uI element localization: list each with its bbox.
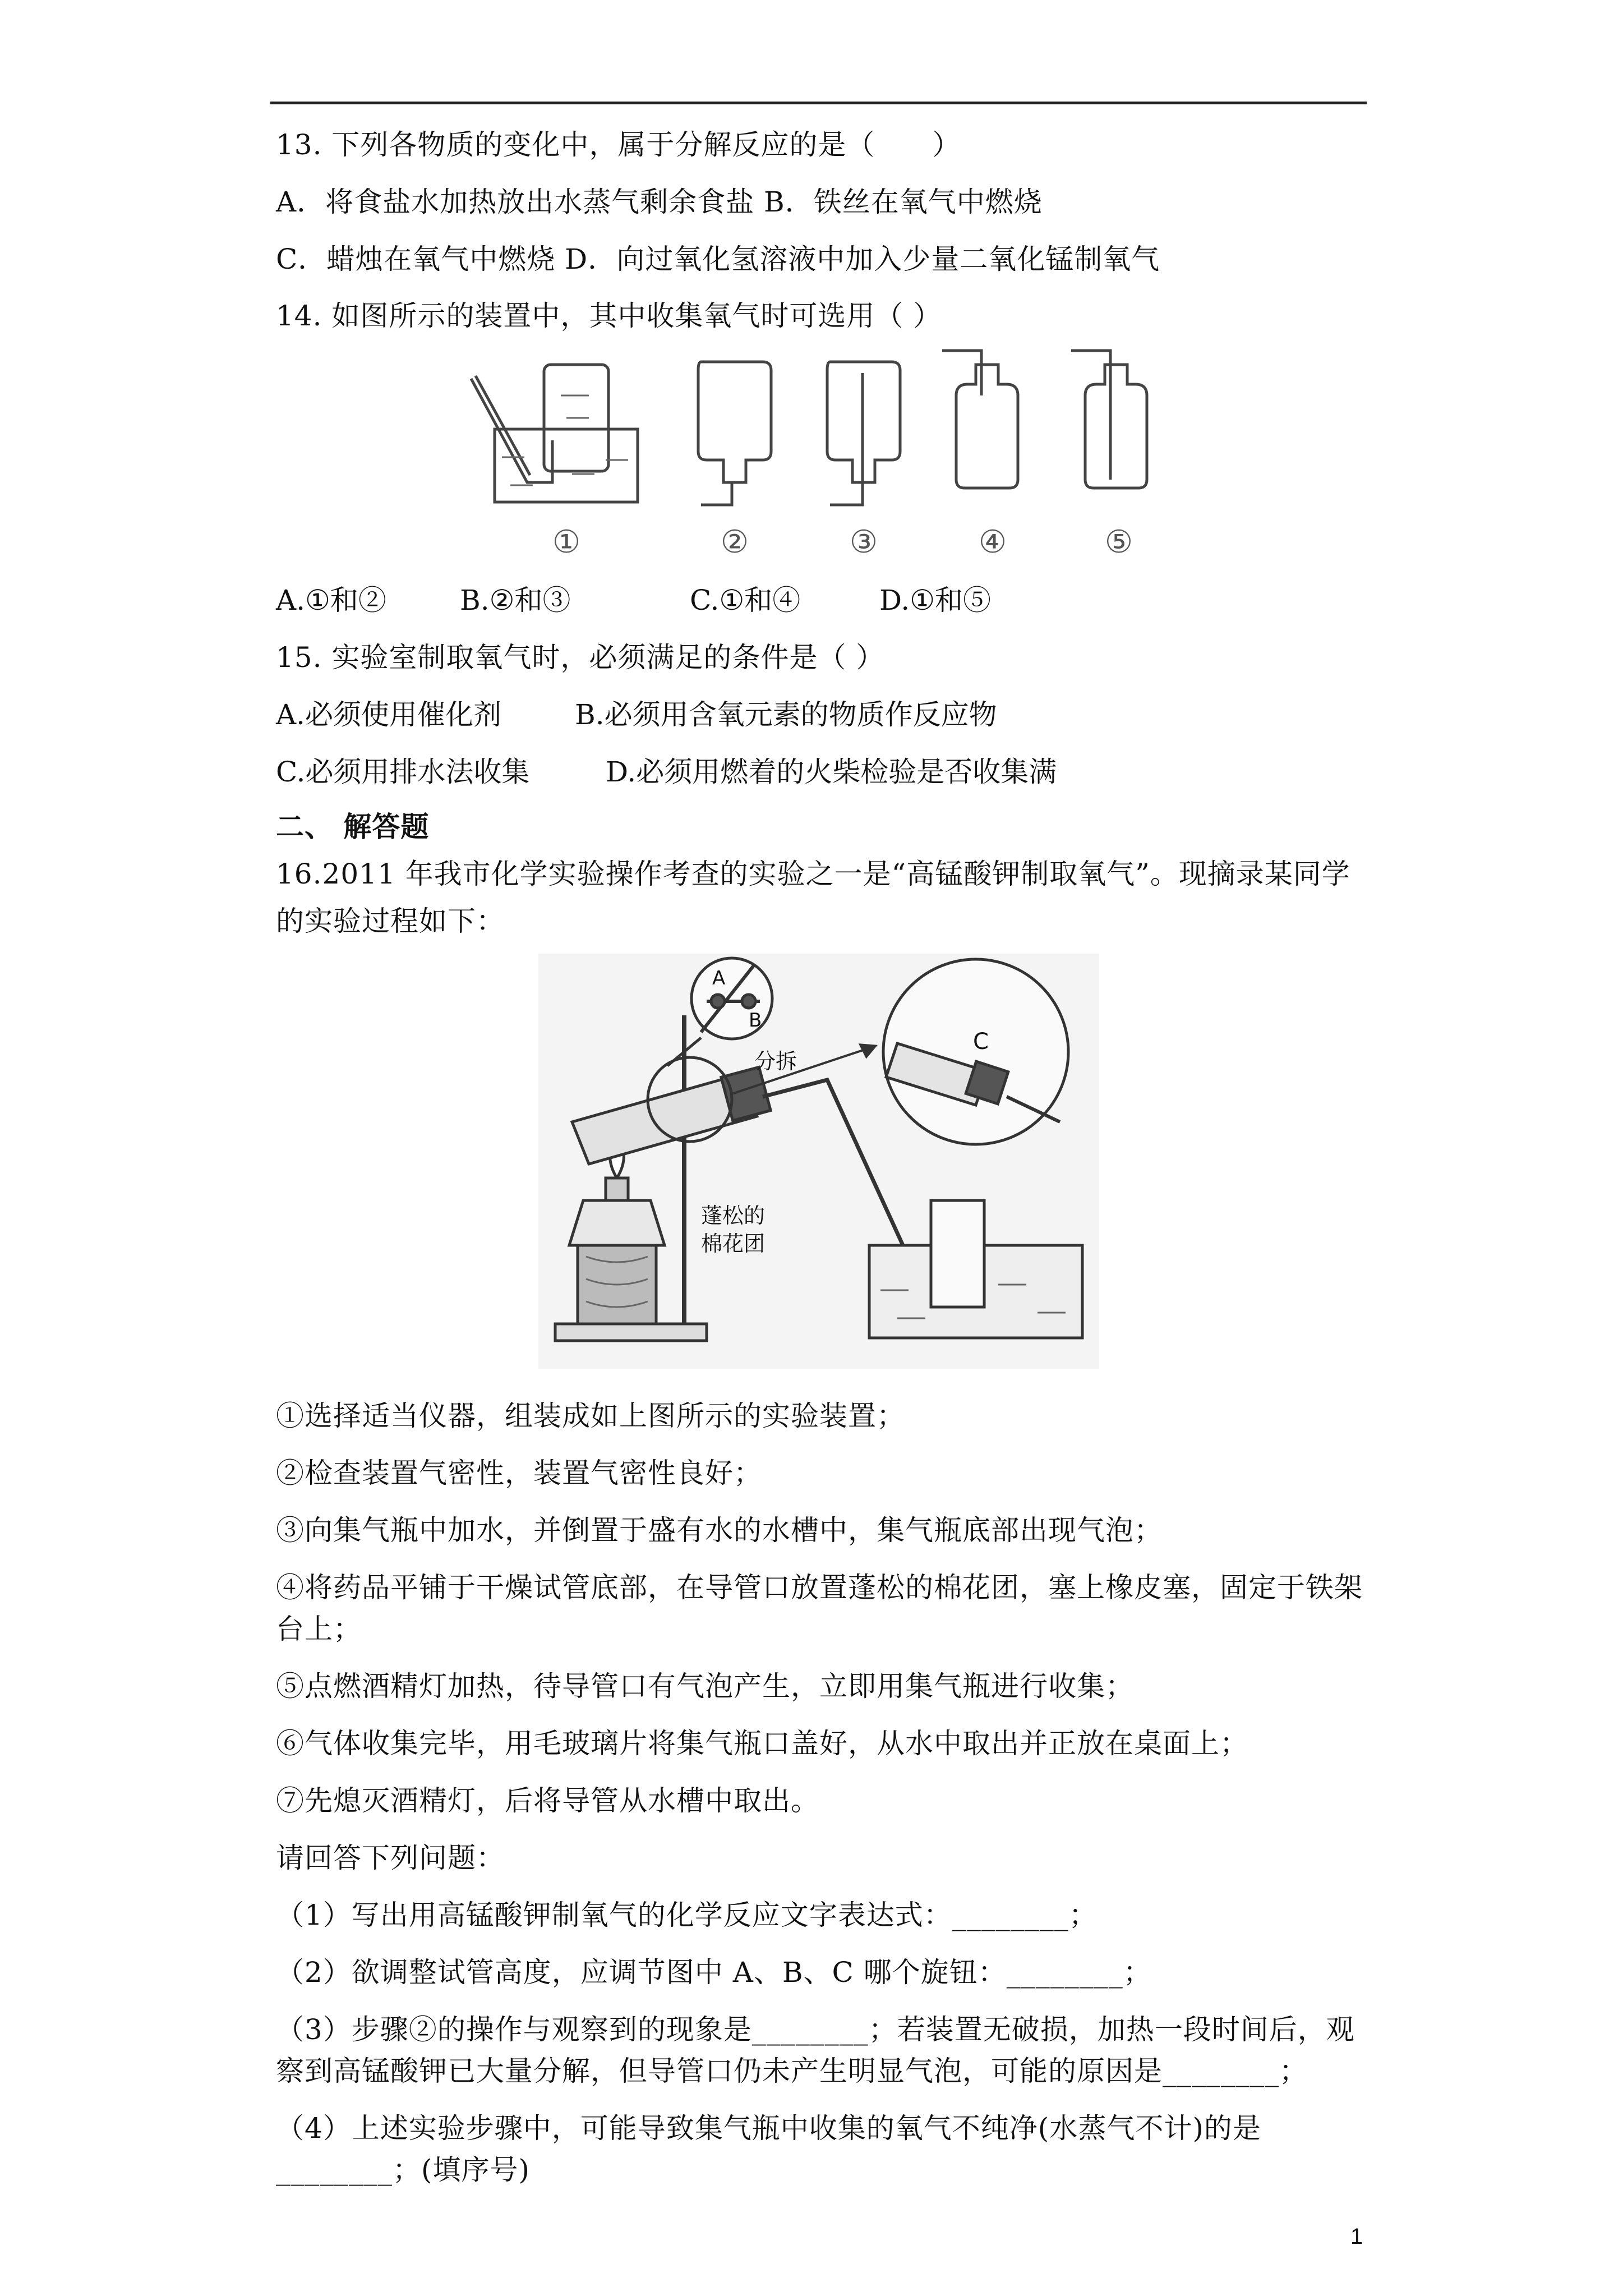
figure-label-split: 分拆	[754, 1049, 797, 1074]
q14-label-5: ⑤	[1104, 524, 1133, 560]
q16-question-1: （1）写出用高锰酸钾制氧气的化学反应文字表达式：________；	[276, 1899, 1098, 1931]
figure-label-cotton-2: 棉花团	[701, 1231, 766, 1256]
q14-label-4: ④	[978, 524, 1007, 560]
q14-option-d: D.①和⑤	[879, 584, 992, 616]
q16-question-2: （2）欲调整试管高度，应调节图中 A、B、C 哪个旋钮：________；	[276, 1956, 1152, 1989]
q14-option-a: A.①和②	[276, 584, 386, 616]
q14-label-1: ①	[552, 524, 581, 560]
q15-option-c: C.必须用排水法收集	[276, 756, 530, 788]
q16-step-5: ⑤点燃酒精灯加热，待导管口有气泡产生，立即用集气瓶进行收集；	[276, 1670, 1134, 1703]
q14-stem: 14. 如图所示的装置中，其中收集氧气时可选用（ ）	[276, 300, 942, 332]
q13-stem: 13. 下列各物质的变化中，属于分解反应的是（ ）	[276, 128, 961, 161]
q15-option-d: D.必须用燃着的火柴检验是否收集满	[606, 756, 1057, 788]
q13-options-cd: C．蜡烛在氧气中燃烧 D．向过氧化氢溶液中加入少量二氧化锰制氧气	[276, 243, 1160, 275]
q16-potassium-permanganate-apparatus	[538, 954, 1099, 1369]
q16-step-1: ①选择适当仪器，组装成如上图所示的实验装置；	[276, 1400, 905, 1432]
q14-label-2: ②	[720, 524, 749, 560]
page-number: 1	[1350, 2224, 1363, 2249]
q16-step-4: ④将药品平铺于干燥试管底部，在导管口放置蓬松的棉花团，塞上橡皮塞，固定于铁架	[276, 1571, 1363, 1604]
q14-option-c: C.①和④	[690, 584, 801, 616]
header-rule	[270, 102, 1367, 104]
q16-question-3: （3）步骤②的操作与观察到的现象是________；若装置无破损，加热一段时间后，观	[276, 2013, 1355, 2046]
q14-option-b: B.②和③	[460, 584, 571, 616]
q14-gas-collection-figure	[460, 345, 1178, 567]
q16-question-3-cont: 察到高锰酸钾已大量分解，但导管口仍未产生明显气泡，可能的原因是________；	[276, 2055, 1308, 2087]
q15-stem: 15. 实验室制取氧气时，必须满足的条件是（ ）	[276, 641, 885, 674]
q16-question-4-cont: ________；(填序号)	[276, 2154, 531, 2186]
q16-step-7: ⑦先熄灭酒精灯，后将导管从水槽中取出。	[276, 1784, 819, 1817]
q16-step-6: ⑥气体收集完毕，用毛玻璃片将集气瓶口盖好，从水中取出并正放在桌面上；	[276, 1727, 1248, 1760]
q16-intro-1: 16.2011 年我市化学实验操作考查的实验之一是“高锰酸钾制取氧气”。现摘录某同学	[276, 858, 1350, 890]
q16-prompt: 请回答下列问题：	[276, 1842, 505, 1874]
q14-label-3: ③	[849, 524, 878, 560]
q15-option-b: B.必须用含氧元素的物质作反应物	[575, 698, 997, 731]
figure-label-cotton-1: 蓬松的	[701, 1203, 766, 1228]
figure-label-b: B	[749, 1009, 762, 1032]
q13-options-ab: A．将食盐水加热放出水蒸气剩余食盐 B．铁丝在氧气中燃烧	[276, 186, 1043, 218]
q16-step-2: ②检查装置气密性，装置气密性良好；	[276, 1457, 762, 1489]
figure-label-c: C	[973, 1029, 989, 1055]
q16-question-4: （4）上述实验步骤中，可能导致集气瓶中收集的氧气不纯净(水蒸气不计)的是	[276, 2112, 1261, 2145]
section-title: 二、 解答题	[276, 811, 430, 843]
figure-label-a: A	[712, 967, 726, 990]
q15-option-a: A.必须使用催化剂	[276, 698, 502, 731]
q16-step-3: ③向集气瓶中加水，并倒置于盛有水的水槽中，集气瓶底部出现气泡；	[276, 1514, 1163, 1547]
q16-intro-2: 的实验过程如下：	[276, 905, 505, 937]
q16-step-4-cont: 台上；	[276, 1613, 362, 1645]
